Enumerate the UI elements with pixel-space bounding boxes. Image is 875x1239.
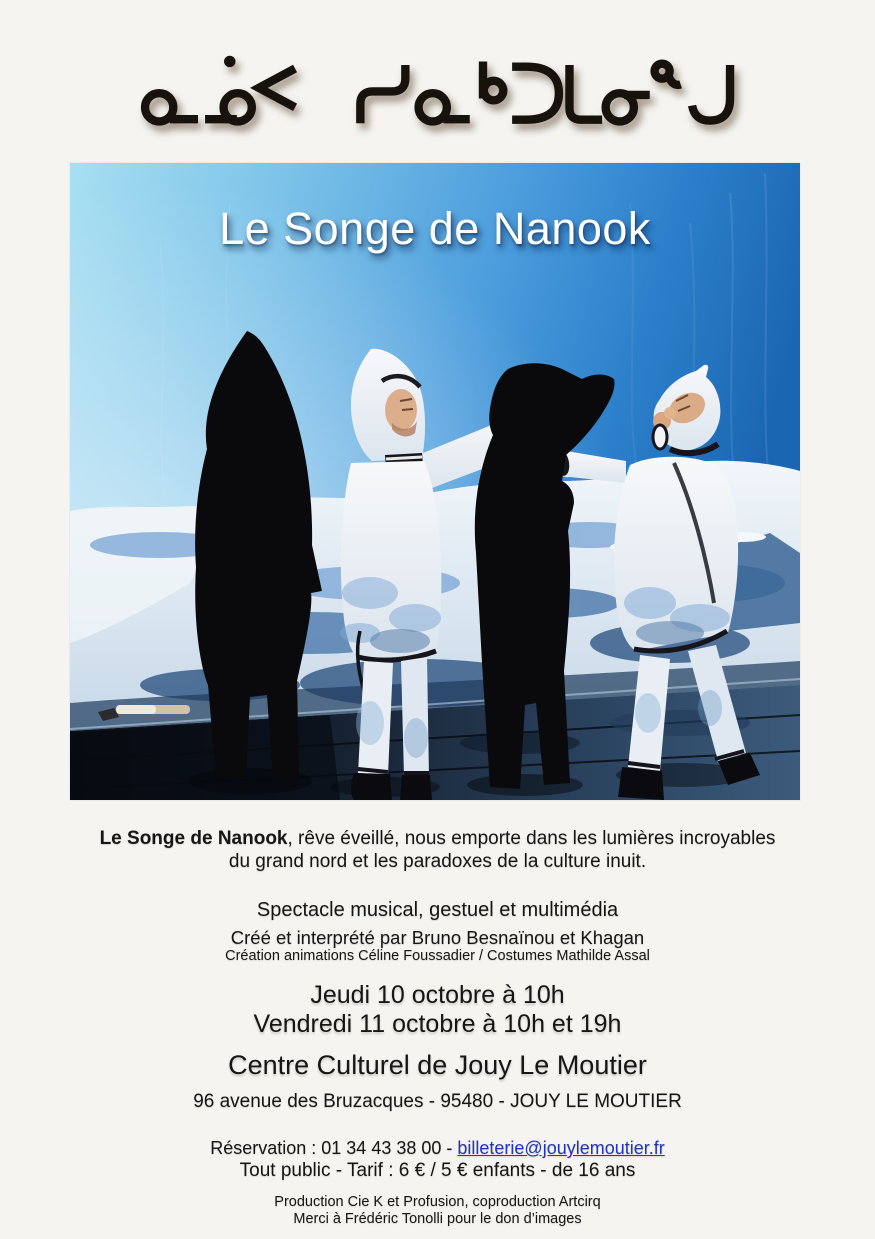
reservation-prefix: Réservation : 01 34 43 38 00 - [210,1138,458,1158]
inuktitut-syllabics-art [138,54,738,143]
syllabic-tu [512,67,559,120]
schedule-line-2: Vendredi 11 octobre à 10h et 19h [253,1010,622,1038]
production-line-2: Merci à Frédéric Tonolli pour le don d’images [293,1211,582,1227]
venue-address: 96 avenue des Bruzacques - 95480 - JOUY LE MOUTIER [193,1091,682,1112]
stage-photo [70,163,800,800]
description-line1-rest: , rêve éveillé, nous emporte dans les lumières incroyables [287,828,776,849]
description-line2: du grand nord et les paradoxes de la culture inuit. [228,851,647,872]
show-name-bold: Le Songe de Nanook [99,828,288,849]
genre-line: Spectacle musical, gestuel et multimédia [256,899,619,921]
syllabic-k-final [483,61,503,100]
syllabic-ng-final [654,64,680,85]
photo-title-overlay: Le Songe de Nanook [219,203,651,254]
production-credits [0,1194,875,1228]
tariff-line: Tout public - Tarif : 6 € / 5 € enfants - de 16 ans [239,1160,636,1181]
design-credits-line: Création animations Céline Foussadier / Costumes Mathilde Assal [225,948,650,964]
syllabic-ni [605,93,649,121]
booking-email-link[interactable]: billeterie@jouylemoutier.fr [457,1138,665,1158]
syllabic-ma [569,65,602,120]
syllabic-ga [692,65,730,121]
syllabic-si [360,65,405,123]
reservation-line [0,1138,875,1159]
syllabic-p-final [258,69,294,108]
syllabic-na-2 [418,93,469,121]
venue-name: Centre Culturel de Jouy Le Moutier [228,1050,647,1080]
description-paragraph [0,827,875,873]
schedule-line-1: Jeudi 10 octobre à 10h [310,981,565,1009]
schedule-block [0,981,875,1039]
syllabic-nuu [205,56,252,122]
production-line-1: Production Cie K et Profusion, coproduction Artcirq [274,1194,601,1210]
credits-line: Créé et interprété par Bruno Besnaïnou et Khagan [230,927,645,948]
syllabic-na-1 [145,93,198,121]
stage-photo-art [70,163,800,800]
inuktitut-title [0,54,875,154]
